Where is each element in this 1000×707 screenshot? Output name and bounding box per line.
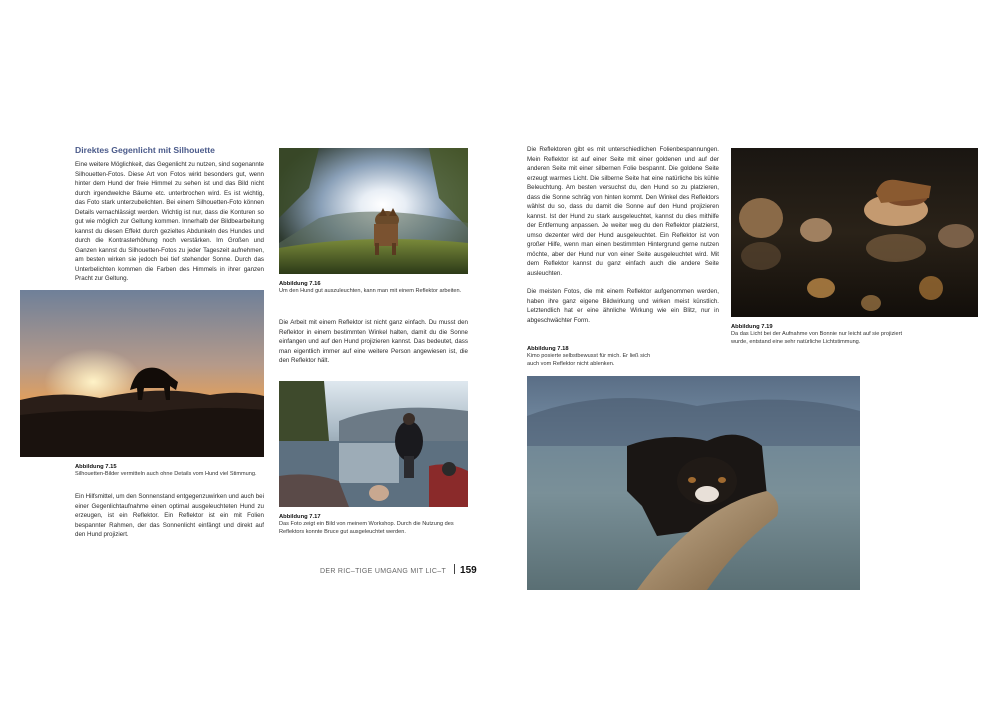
- fig-7-16-title: Abbildung 7.16: [279, 281, 321, 287]
- intro-paragraph: Eine weitere Möglichkeit, das Gegenlicht zu nutzen, sind sogenannte Silhouetten-Fotos. Diese Art von Fotos wirkt besonders gut, wenn hinter dem Hund der freie Himmel zu sehen ist und das Bild nicht durch irgendwelche Bäume etc. unterbrochen wird. Es ist wichtig, das Foto stark unterzubelichten. Bei einem Silhouetten-Foto können Details vernachlässigt werden. Wichtig ist nur, dass die Konturen so gut wie möglich zur Geltung kommen. Innerhalb der Bildbearbeitung kannst du diesen Effekt durch gezieltes Abdunkeln des Hundes und durch die Kontrasterhöhung noch verstärken. Im Großen und Ganzen kannst du Silhouetten-Fotos zu jeder Tageszeit aufnehmen, am besten wirken sie jedoch bei tief stehender Sonne. Durch das Unterbelichten kommen die Farben des Himmels in ihrer ganzen Pracht zur Geltung.: [75, 161, 264, 282]
- photo-dog-sunburst: [279, 148, 468, 274]
- work-column: [279, 318, 468, 366]
- fig-7-17-title: Abbildung 7.17: [279, 514, 321, 520]
- fig-7-15-text: Silhouetten-Bilder vermitteln auch ohne Details vom Hund viel Stimmung.: [75, 471, 257, 477]
- photo-dog-rocks-reflection: [731, 148, 978, 317]
- fig-7-15-title: Abbildung 7.15: [75, 464, 117, 470]
- fig-7-18-title: Abbildung 7.18: [527, 346, 569, 352]
- section-heading: Direktes Gegenlicht mit Silhouette: [75, 145, 215, 155]
- right-text-column: [527, 145, 719, 325]
- fig-7-15-caption: [75, 463, 264, 479]
- work-paragraph: Die Arbeit mit einem Reflektor ist nicht ganz einfach. Du musst den Reflektor in einem bestimmten Winkel halten, damit du die Sonne einfangen und auf den Hund projizieren kannst. Das bedeutet, dass man eigentlich immer auf eine weitere Person angewiesen ist, die den Reflektor hält.: [279, 319, 468, 364]
- reflector-paragraph: Ein Hilfsmittel, um den Sonnenstand entgegenzuwirken und auch bei einer Gegenlichtaufnahme einen optimal ausgeleuchteten Hund zu erzeugen, ist ein Reflektor. Ein Reflektor ist ein mit Folien bespannter Rahmen, der das Sonnenlicht einfängt und direkt auf den Hund projiziert.: [75, 493, 264, 538]
- fig-7-19-title: Abbildung 7.19: [731, 324, 773, 330]
- fig-7-16-text: Um den Hund gut auszuleuchten, kann man mit einem Reflektor arbeiten.: [279, 288, 462, 294]
- page-number: 159: [460, 565, 477, 576]
- fig-7-17-text: Das Foto zeigt ein Bild von meinem Workshop. Durch die Nutzung des Reflektors konnte Bruce gut ausgeleuchtet werden.: [279, 521, 454, 535]
- fig-7-19-caption: [731, 323, 978, 346]
- intro-column: [75, 145, 264, 284]
- photo-workshop-lake: [279, 381, 468, 507]
- right-page: [500, 0, 1000, 707]
- photo-silhouette-sunset: [20, 290, 264, 457]
- fig-7-18-caption: [527, 345, 719, 368]
- fig-7-17-caption: [279, 513, 468, 536]
- fig-7-19-text-2: wurde, entstand eine sehr natürliche Lichtstimmung.: [731, 338, 861, 345]
- right-paragraph-2: Die meisten Fotos, die mit einem Reflektor aufgenommen werden, haben ihre ganz eigene Bildwirkung und wirken meist künstlich. Letztendlich hat er eine ähnliche Wirkung wie ein Blitz, nur in abgeschwächter Form.: [527, 288, 719, 324]
- fig-7-16-caption: [279, 280, 468, 296]
- reflector-column: [75, 492, 264, 540]
- fig-7-19-text-1: Da das Licht bei der Aufnahme von Bonnie nur leicht auf sie projiziert: [731, 331, 903, 337]
- right-paragraph-1: Die Reflektoren gibt es mit unterschiedlichen Folienbespannungen. Mein Reflektor ist auf einer Seite mit einer goldenen und auf der anderen Seite mit einer silbernen Folie bespannt. Die goldene Seite erzeugt warmes Licht. Die silberne Seite hat eine natürliche bis kühle Beleuchtung. Am besten versuchst du, den Hund so zu platzieren, dass die Sonne schräg von hinten kommt. Den Winkel des Reflektors wählst du so, dass du damit die Sonne auf den Hund projizieren kannst. Ist der Hund zu stark ausgeleuchtet, kannst du dies mithilfe der Entfernung anpassen. Je weiter weg du den Reflektor platzierst, umso dezenter wird der Hund ausgeleuchtet. Ein Reflektor ist von großer Hilfe, wenn man einen bestimmten Hintergrund gerne nutzen möchte, aber der Hund nur von einer Seite ausgeleuchtet wird. Mit dem Reflektor kannst du ganz einfach auch die andere Seite ausleuchten.: [527, 146, 719, 277]
- fig-7-18-text-2: auch vom Reflektor nicht ablenken.: [527, 360, 615, 367]
- page-footer: [320, 560, 477, 578]
- running-title: DER RIC–TIGE UMGANG MIT LIC–T: [320, 568, 447, 575]
- footer-separator: [454, 564, 455, 574]
- photo-dog-water-log: [527, 376, 860, 590]
- fig-7-18-text-1: Kimo posierte selbstbewusst für mich. Er ließ sich: [527, 353, 651, 359]
